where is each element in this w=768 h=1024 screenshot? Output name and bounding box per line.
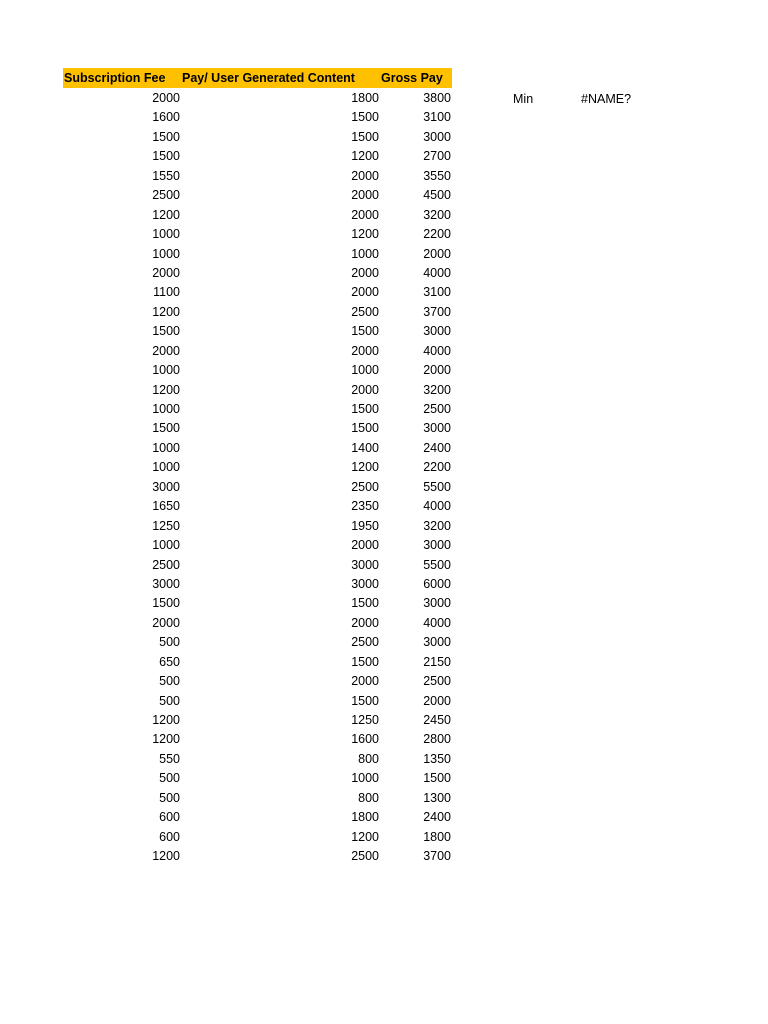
cell-subscription-fee[interactable]: 1500 <box>152 149 180 164</box>
table-row <box>63 671 452 690</box>
cell-pay-user-generated-content[interactable]: 1800 <box>351 810 379 825</box>
cell-gross-pay[interactable]: 2500 <box>423 674 451 689</box>
cell-subscription-fee[interactable]: 500 <box>159 771 180 786</box>
cell-subscription-fee[interactable]: 2000 <box>152 615 180 630</box>
cell-subscription-fee[interactable]: 500 <box>159 635 180 650</box>
cell-gross-pay[interactable]: 2800 <box>423 732 451 747</box>
cell-subscription-fee[interactable]: 1000 <box>152 363 180 378</box>
cell-pay-user-generated-content[interactable]: 3000 <box>351 557 379 572</box>
cell-gross-pay[interactable]: 2200 <box>423 460 451 475</box>
cell-subscription-fee[interactable]: 1250 <box>152 518 180 533</box>
cell-pay-user-generated-content[interactable]: 2000 <box>351 285 379 300</box>
cell-pay-user-generated-content[interactable]: 1500 <box>351 421 379 436</box>
cell-pay-user-generated-content[interactable]: 1500 <box>351 402 379 416</box>
cell-gross-pay[interactable]: 2400 <box>423 440 451 455</box>
cell-pay-user-generated-content[interactable]: 1400 <box>351 440 379 455</box>
table-row <box>63 807 452 826</box>
cell-subscription-fee[interactable]: 1000 <box>152 538 180 553</box>
cell-pay-user-generated-content[interactable]: 800 <box>358 790 379 805</box>
table-row <box>63 418 452 437</box>
cell-gross-pay[interactable]: 3200 <box>423 518 451 533</box>
cell-gross-pay[interactable]: 3200 <box>423 207 451 222</box>
cell-pay-user-generated-content[interactable]: 2500 <box>351 635 379 650</box>
cell-pay-user-generated-content[interactable]: 2000 <box>351 538 379 553</box>
cell-subscription-fee[interactable]: 1500 <box>152 596 180 611</box>
cell-pay-user-generated-content[interactable]: 1000 <box>351 771 379 786</box>
table-row <box>63 146 452 165</box>
cell-pay-user-generated-content[interactable]: 2000 <box>351 265 379 280</box>
table-row <box>63 827 452 846</box>
cell-pay-user-generated-content[interactable]: 1000 <box>351 246 379 261</box>
cell-gross-pay[interactable]: 1800 <box>423 829 451 844</box>
table-row <box>63 185 452 204</box>
cell-subscription-fee[interactable]: 2500 <box>152 557 180 572</box>
cell-subscription-fee[interactable]: 1200 <box>152 382 180 397</box>
cell-subscription-fee[interactable]: 1000 <box>152 460 180 475</box>
table-row <box>63 729 452 748</box>
cell-pay-user-generated-content[interactable]: 800 <box>358 751 379 766</box>
cell-subscription-fee[interactable]: 3000 <box>152 479 180 494</box>
cell-gross-pay[interactable]: 2700 <box>423 149 451 164</box>
cell-gross-pay[interactable]: 2200 <box>423 227 451 242</box>
table-row <box>63 205 452 224</box>
cell-pay-user-generated-content[interactable]: 1500 <box>351 324 379 339</box>
table-row <box>63 652 452 671</box>
cell-subscription-fee[interactable]: 3000 <box>152 576 180 591</box>
table-row <box>63 477 452 496</box>
cell-subscription-fee[interactable]: 1500 <box>152 324 180 339</box>
cell-subscription-fee[interactable]: 2000 <box>152 265 180 280</box>
table-row <box>63 749 452 768</box>
cell-gross-pay[interactable]: 6000 <box>423 576 451 591</box>
cell-pay-user-generated-content[interactable]: 2000 <box>351 674 379 689</box>
cell-gross-pay[interactable]: 4000 <box>423 499 451 514</box>
cell-gross-pay[interactable]: 3700 <box>423 304 451 319</box>
cell-pay-user-generated-content[interactable]: 1500 <box>351 110 379 125</box>
cell-gross-pay[interactable]: 3000 <box>423 596 451 611</box>
cell-gross-pay[interactable]: 3000 <box>423 421 451 436</box>
cell-gross-pay[interactable]: 2000 <box>423 246 451 261</box>
cell-gross-pay[interactable]: 3000 <box>423 635 451 650</box>
cell-subscription-fee[interactable]: 1000 <box>152 402 180 416</box>
cell-subscription-fee[interactable]: 2500 <box>152 188 180 203</box>
cell-gross-pay[interactable]: 2150 <box>423 654 451 669</box>
table-row <box>63 457 452 476</box>
table-row <box>63 496 452 515</box>
table-row <box>63 88 452 107</box>
cell-pay-user-generated-content[interactable]: 2000 <box>351 188 379 203</box>
table-row <box>63 380 452 399</box>
cell-subscription-fee[interactable]: 1500 <box>152 129 180 144</box>
cell-pay-user-generated-content[interactable]: 1500 <box>351 654 379 669</box>
table-row <box>63 691 452 710</box>
table-row <box>63 263 452 282</box>
table-row <box>63 710 452 729</box>
cell-subscription-fee[interactable]: 1550 <box>152 168 180 183</box>
cell-subscription-fee[interactable]: 1000 <box>152 440 180 455</box>
cell-pay-user-generated-content[interactable]: 2500 <box>351 849 379 864</box>
header-gross-pay[interactable]: Gross Pay <box>381 71 443 85</box>
table-row <box>63 438 452 457</box>
cell-pay-user-generated-content[interactable]: 1600 <box>351 732 379 747</box>
cell-subscription-fee[interactable]: 650 <box>159 654 180 669</box>
cell-gross-pay[interactable]: 2400 <box>423 810 451 825</box>
cell-gross-pay[interactable]: 3000 <box>423 538 451 553</box>
cell-pay-user-generated-content[interactable]: 1200 <box>351 227 379 242</box>
cell-pay-user-generated-content[interactable]: 1500 <box>351 129 379 144</box>
cell-gross-pay[interactable]: 2450 <box>423 713 451 727</box>
cell-gross-pay[interactable]: 1300 <box>423 790 451 805</box>
cell-subscription-fee[interactable]: 500 <box>159 790 180 805</box>
cell-pay-user-generated-content[interactable]: 2000 <box>351 382 379 397</box>
data-rows <box>63 88 452 866</box>
cell-pay-user-generated-content[interactable]: 1500 <box>351 693 379 708</box>
cell-subscription-fee[interactable]: 2000 <box>152 91 180 105</box>
table-row <box>63 768 452 787</box>
cell-gross-pay[interactable]: 3100 <box>423 285 451 300</box>
cell-pay-user-generated-content[interactable]: 2500 <box>351 479 379 494</box>
cell-subscription-fee[interactable]: 1200 <box>152 849 180 864</box>
cell-pay-user-generated-content[interactable]: 1950 <box>351 518 379 533</box>
table-row <box>63 282 452 301</box>
table-row <box>63 166 452 185</box>
min-value[interactable]: #NAME? <box>581 92 632 106</box>
cell-gross-pay[interactable]: 2500 <box>423 402 451 416</box>
cell-subscription-fee[interactable]: 500 <box>159 674 180 689</box>
table-row <box>63 846 452 865</box>
cell-gross-pay[interactable]: 1500 <box>423 771 451 786</box>
cell-pay-user-generated-content[interactable]: 2000 <box>351 168 379 183</box>
cell-pay-user-generated-content[interactable]: 1800 <box>351 91 379 105</box>
cell-pay-user-generated-content[interactable]: 1250 <box>351 713 379 727</box>
table-row <box>63 321 452 340</box>
cell-pay-user-generated-content[interactable]: 1200 <box>351 460 379 475</box>
table-row <box>63 399 452 418</box>
table-row <box>63 574 452 593</box>
cell-gross-pay[interactable]: 2000 <box>423 363 451 378</box>
table-row <box>63 302 452 321</box>
cell-gross-pay[interactable]: 4000 <box>423 343 451 358</box>
cell-gross-pay[interactable]: 5500 <box>423 557 451 572</box>
table-row <box>63 341 452 360</box>
cell-subscription-fee[interactable]: 1100 <box>153 285 180 300</box>
cell-subscription-fee[interactable]: 1600 <box>152 110 180 125</box>
table-row <box>63 613 452 632</box>
table-row <box>63 555 452 574</box>
cell-pay-user-generated-content[interactable]: 1200 <box>351 149 379 164</box>
cell-pay-user-generated-content[interactable]: 1500 <box>351 596 379 611</box>
cell-gross-pay[interactable]: 5500 <box>423 479 451 494</box>
cell-gross-pay[interactable]: 3700 <box>423 849 451 864</box>
cell-gross-pay[interactable]: 1350 <box>423 751 451 766</box>
cell-subscription-fee[interactable]: 1500 <box>152 421 180 436</box>
cell-subscription-fee[interactable]: 1000 <box>152 246 180 261</box>
cell-gross-pay[interactable]: 3550 <box>423 168 451 183</box>
cell-pay-user-generated-content[interactable]: 2000 <box>351 343 379 358</box>
cell-pay-user-generated-content[interactable]: 2500 <box>351 304 379 319</box>
header-row <box>63 68 452 88</box>
table-row <box>63 127 452 146</box>
cell-pay-user-generated-content[interactable]: 3000 <box>351 576 379 591</box>
cell-subscription-fee[interactable]: 550 <box>159 751 180 766</box>
table-row <box>63 244 452 263</box>
cell-gross-pay[interactable]: 3800 <box>423 91 451 105</box>
cell-pay-user-generated-content[interactable]: 2000 <box>351 615 379 630</box>
cell-pay-user-generated-content[interactable]: 2000 <box>351 207 379 222</box>
cell-gross-pay[interactable]: 4000 <box>423 265 451 280</box>
cell-gross-pay[interactable]: 3200 <box>423 382 451 397</box>
cell-gross-pay[interactable]: 3000 <box>423 129 451 144</box>
table-row <box>63 788 452 807</box>
cell-gross-pay[interactable]: 2000 <box>423 693 451 708</box>
cell-subscription-fee[interactable]: 1200 <box>152 207 180 222</box>
cell-subscription-fee[interactable]: 600 <box>159 810 180 825</box>
cell-gross-pay[interactable]: 3100 <box>423 110 451 125</box>
cell-subscription-fee[interactable]: 1200 <box>152 304 180 319</box>
header-subscription-fee[interactable]: Subscription Fee <box>64 71 166 85</box>
cell-subscription-fee[interactable]: 500 <box>159 693 180 708</box>
cell-gross-pay[interactable]: 3000 <box>423 324 451 339</box>
table-row <box>63 224 452 243</box>
cell-pay-user-generated-content[interactable]: 2350 <box>351 499 379 514</box>
cell-pay-user-generated-content[interactable]: 1200 <box>351 829 379 844</box>
cell-pay-user-generated-content[interactable]: 1000 <box>351 363 379 378</box>
table-row <box>63 360 452 379</box>
cell-subscription-fee[interactable]: 1200 <box>152 732 180 747</box>
cell-gross-pay[interactable]: 4000 <box>423 615 451 630</box>
table-row <box>63 516 452 535</box>
table-row <box>63 632 452 651</box>
cell-subscription-fee[interactable]: 1650 <box>152 499 180 514</box>
table-row <box>63 107 452 126</box>
table-row <box>63 535 452 554</box>
header-pay-user-generated-content[interactable]: Pay/ User Generated Content <box>182 71 355 85</box>
cell-subscription-fee[interactable]: 1200 <box>152 713 180 727</box>
cell-subscription-fee[interactable]: 2000 <box>152 343 180 358</box>
min-label[interactable]: Min <box>513 92 534 106</box>
table-row <box>63 593 452 612</box>
cell-subscription-fee[interactable]: 1000 <box>152 227 180 242</box>
cell-subscription-fee[interactable]: 600 <box>159 829 180 844</box>
cell-gross-pay[interactable]: 4500 <box>423 188 451 203</box>
